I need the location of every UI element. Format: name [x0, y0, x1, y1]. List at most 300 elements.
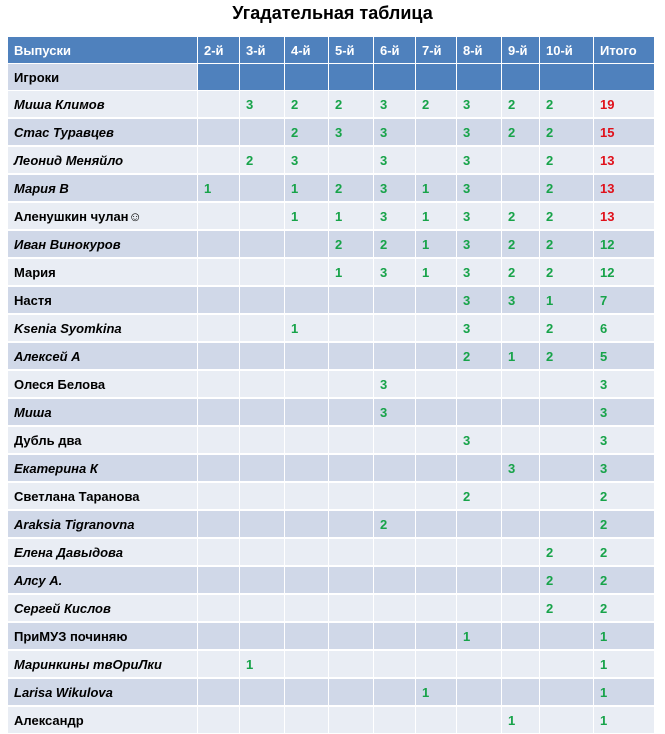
score-cell [374, 315, 416, 342]
score-cell [540, 651, 594, 678]
score-cell [240, 315, 285, 342]
header-episode-5: 5-й [329, 37, 374, 64]
score-cell [374, 567, 416, 594]
score-cell: 2 [285, 119, 329, 146]
player-name: Larisa Wikulova [8, 679, 198, 706]
score-cell [540, 707, 594, 734]
score-cell [240, 623, 285, 650]
table-row [8, 707, 665, 734]
score-cell: 1 [285, 315, 329, 342]
total-cell: 2 [594, 595, 655, 622]
score-cell [198, 567, 240, 594]
score-cell: 3 [457, 203, 502, 230]
header-episode-7: 7-й [416, 37, 457, 64]
score-cell: 3 [374, 399, 416, 426]
header-blank-cell [540, 64, 594, 91]
score-cell [198, 147, 240, 174]
score-cell [198, 315, 240, 342]
table-row [8, 175, 665, 202]
table-row [8, 259, 665, 286]
score-cell [285, 623, 329, 650]
score-cell: 3 [329, 119, 374, 146]
total-cell: 2 [594, 567, 655, 594]
player-name: Александр [8, 707, 198, 734]
score-cell: 2 [540, 119, 594, 146]
table-row [8, 315, 665, 342]
score-cell: 1 [198, 175, 240, 202]
score-cell [240, 679, 285, 706]
score-cell: 3 [502, 455, 540, 482]
total-cell: 2 [594, 539, 655, 566]
score-cell: 2 [502, 91, 540, 118]
score-cell: 2 [540, 259, 594, 286]
score-cell: 1 [416, 679, 457, 706]
score-cell: 2 [416, 91, 457, 118]
player-name: Екатерина К [8, 455, 198, 482]
score-cell: 2 [540, 147, 594, 174]
score-cell [329, 651, 374, 678]
score-cell [240, 203, 285, 230]
header-episode-6: 6-й [374, 37, 416, 64]
score-cell [240, 707, 285, 734]
score-cell [198, 119, 240, 146]
score-cell: 3 [457, 259, 502, 286]
player-name: Маринкины твОриЛки [8, 651, 198, 678]
total-cell: 3 [594, 427, 655, 454]
header-blank-cell [285, 64, 329, 91]
table-row [8, 567, 665, 594]
table-row [8, 623, 665, 650]
header-blank-cell [240, 64, 285, 91]
player-name: Стас Туравцев [8, 119, 198, 146]
score-cell: 1 [502, 343, 540, 370]
header-episode-4: 4-й [285, 37, 329, 64]
total-cell: 13 [594, 175, 655, 202]
score-cell: 2 [540, 175, 594, 202]
header-blank-cell [594, 64, 655, 91]
score-cell: 3 [374, 259, 416, 286]
player-name: Araksia Tigranovna [8, 511, 198, 538]
table-row [8, 539, 665, 566]
score-cell: 3 [457, 175, 502, 202]
player-name: Миша Климов [8, 91, 198, 118]
score-cell: 3 [457, 287, 502, 314]
score-cell [198, 539, 240, 566]
score-cell: 3 [374, 91, 416, 118]
score-cell [198, 371, 240, 398]
table-row [8, 427, 665, 454]
score-cell [457, 399, 502, 426]
score-cell [198, 623, 240, 650]
total-cell: 13 [594, 147, 655, 174]
score-cell: 2 [540, 315, 594, 342]
total-cell: 1 [594, 679, 655, 706]
score-cell [198, 91, 240, 118]
score-cell [285, 259, 329, 286]
score-cell [457, 455, 502, 482]
header-blank-cell [198, 64, 240, 91]
score-cell [329, 427, 374, 454]
score-cell: 2 [540, 539, 594, 566]
total-cell: 3 [594, 399, 655, 426]
header-total: Итого [594, 37, 655, 64]
score-cell: 2 [502, 259, 540, 286]
score-cell [240, 455, 285, 482]
score-cell [198, 231, 240, 258]
header-episode-10: 10-й [540, 37, 594, 64]
score-cell [502, 651, 540, 678]
score-cell [198, 427, 240, 454]
table-row [8, 147, 665, 174]
score-cell: 1 [416, 175, 457, 202]
score-cell [285, 455, 329, 482]
score-cell [540, 679, 594, 706]
score-cell [329, 679, 374, 706]
score-cell: 2 [540, 343, 594, 370]
score-cell [285, 371, 329, 398]
score-cell [374, 539, 416, 566]
player-name: Дубль два [8, 427, 198, 454]
score-cell: 2 [329, 231, 374, 258]
score-cell: 1 [285, 175, 329, 202]
score-cell [329, 455, 374, 482]
score-cell [240, 175, 285, 202]
player-name: Миша [8, 399, 198, 426]
score-cell [329, 623, 374, 650]
total-cell: 6 [594, 315, 655, 342]
score-cell [416, 455, 457, 482]
table-row [8, 679, 665, 706]
score-cell [285, 343, 329, 370]
score-cell: 3 [457, 231, 502, 258]
score-cell: 2 [374, 231, 416, 258]
score-cell: 1 [457, 623, 502, 650]
total-cell: 19 [594, 91, 655, 118]
score-cell [502, 679, 540, 706]
score-cell: 3 [502, 287, 540, 314]
table-row [8, 203, 665, 230]
score-cell: 3 [457, 91, 502, 118]
player-name: Иван Винокуров [8, 231, 198, 258]
score-cell: 1 [540, 287, 594, 314]
score-cell: 1 [329, 203, 374, 230]
score-cell [502, 567, 540, 594]
score-cell [198, 343, 240, 370]
score-cell: 2 [502, 231, 540, 258]
score-cell [285, 399, 329, 426]
total-cell: 3 [594, 371, 655, 398]
score-cell: 3 [457, 427, 502, 454]
table-row [8, 231, 665, 258]
total-cell: 7 [594, 287, 655, 314]
score-cell: 1 [329, 259, 374, 286]
score-cell [240, 483, 285, 510]
table-title: Угадательная таблица [232, 3, 433, 23]
score-cell [374, 455, 416, 482]
score-cell [240, 119, 285, 146]
score-cell [457, 371, 502, 398]
table-header-row [8, 37, 665, 64]
table-row [8, 483, 665, 510]
score-cell [198, 595, 240, 622]
score-cell [540, 455, 594, 482]
score-cell [457, 651, 502, 678]
table-row [8, 119, 665, 146]
score-cell [329, 315, 374, 342]
total-cell: 1 [594, 707, 655, 734]
score-cell [329, 343, 374, 370]
score-cell: 3 [374, 147, 416, 174]
score-cell [416, 119, 457, 146]
total-cell: 2 [594, 483, 655, 510]
total-cell: 1 [594, 623, 655, 650]
header-episode-8: 8-й [457, 37, 502, 64]
score-cell: 2 [540, 595, 594, 622]
score-cell: 1 [416, 203, 457, 230]
player-name: Аленушкин чулан☺ [8, 203, 198, 230]
score-cell [285, 511, 329, 538]
score-cell [285, 567, 329, 594]
player-name: Сергей Кислов [8, 595, 198, 622]
score-cell [240, 259, 285, 286]
header-blank-cell [329, 64, 374, 91]
score-cell [285, 707, 329, 734]
score-cell [285, 539, 329, 566]
score-cell [540, 511, 594, 538]
header-blank-cell [457, 64, 502, 91]
table-row [8, 511, 665, 538]
score-cell [416, 483, 457, 510]
score-cell: 1 [502, 707, 540, 734]
score-cell [502, 399, 540, 426]
score-cell [240, 511, 285, 538]
score-cell [540, 399, 594, 426]
score-cell [502, 511, 540, 538]
score-cell [240, 427, 285, 454]
table-row [8, 343, 665, 370]
score-cell: 3 [457, 315, 502, 342]
table-row [8, 91, 665, 118]
player-name: Елена Давыдова [8, 539, 198, 566]
score-cell [374, 651, 416, 678]
score-cell [502, 595, 540, 622]
score-cell [285, 427, 329, 454]
score-cell [240, 371, 285, 398]
score-cell [502, 539, 540, 566]
score-cell [502, 175, 540, 202]
score-cell [329, 287, 374, 314]
player-name: Настя [8, 287, 198, 314]
score-cell [198, 399, 240, 426]
score-cell [374, 595, 416, 622]
score-cell [240, 539, 285, 566]
score-cell [329, 595, 374, 622]
score-cell [374, 343, 416, 370]
score-cell [416, 371, 457, 398]
score-cell: 1 [416, 259, 457, 286]
player-name: Светлана Таранова [8, 483, 198, 510]
score-cell [416, 623, 457, 650]
player-name: Олеся Белова [8, 371, 198, 398]
score-cell [198, 203, 240, 230]
header-players-label: Игроки [8, 64, 198, 91]
score-cell [416, 315, 457, 342]
score-cell [240, 231, 285, 258]
score-cell [198, 259, 240, 286]
score-cell [198, 483, 240, 510]
score-cell [240, 399, 285, 426]
score-cell [416, 595, 457, 622]
score-cell [502, 371, 540, 398]
score-cell [540, 483, 594, 510]
score-cell [457, 679, 502, 706]
total-cell: 15 [594, 119, 655, 146]
score-cell [285, 595, 329, 622]
score-cell: 2 [540, 231, 594, 258]
score-cell [198, 455, 240, 482]
score-cell: 3 [457, 147, 502, 174]
score-cell [416, 567, 457, 594]
player-name: ПриМУЗ починяю [8, 623, 198, 650]
total-cell: 13 [594, 203, 655, 230]
score-cell [540, 371, 594, 398]
score-cell [285, 231, 329, 258]
score-cell [285, 679, 329, 706]
score-cell [502, 483, 540, 510]
table-row [8, 651, 665, 678]
header-blank-cell [416, 64, 457, 91]
score-cell [540, 623, 594, 650]
score-cell: 2 [457, 343, 502, 370]
score-cell: 3 [285, 147, 329, 174]
player-name: Леонид Меняйло [8, 147, 198, 174]
score-cell [240, 595, 285, 622]
score-cell [416, 147, 457, 174]
score-cell [374, 483, 416, 510]
header-blank-cell [374, 64, 416, 91]
score-cell [374, 679, 416, 706]
score-cell [502, 315, 540, 342]
score-cell [540, 427, 594, 454]
player-name: Ksenia Syomkina [8, 315, 198, 342]
header-episodes-label: Выпуски [8, 37, 198, 64]
score-cell [457, 707, 502, 734]
score-cell [416, 651, 457, 678]
player-name: Мария В [8, 175, 198, 202]
score-cell: 3 [374, 203, 416, 230]
score-cell [329, 567, 374, 594]
table-subheader-row [8, 64, 665, 91]
score-cell [329, 147, 374, 174]
score-cell: 3 [457, 119, 502, 146]
score-cell: 1 [416, 231, 457, 258]
score-cell [416, 427, 457, 454]
total-cell: 12 [594, 231, 655, 258]
score-cell [502, 427, 540, 454]
score-cell [329, 371, 374, 398]
score-cell: 1 [240, 651, 285, 678]
score-cell [416, 343, 457, 370]
score-cell: 2 [540, 203, 594, 230]
score-cell [416, 707, 457, 734]
score-cell: 3 [240, 91, 285, 118]
score-cell [285, 483, 329, 510]
score-cell [198, 651, 240, 678]
score-cell: 2 [540, 91, 594, 118]
table-row [8, 399, 665, 426]
total-cell: 1 [594, 651, 655, 678]
score-cell [198, 707, 240, 734]
score-cell [329, 483, 374, 510]
score-cell [329, 511, 374, 538]
score-cell [198, 679, 240, 706]
header-episode-9: 9-й [502, 37, 540, 64]
score-cell [240, 287, 285, 314]
score-cell [240, 567, 285, 594]
header-episode-3: 3-й [240, 37, 285, 64]
score-cell [457, 595, 502, 622]
score-cell: 2 [540, 567, 594, 594]
score-cell [285, 651, 329, 678]
score-cell [329, 399, 374, 426]
score-cell [374, 427, 416, 454]
score-cell: 2 [457, 483, 502, 510]
score-cell: 2 [502, 119, 540, 146]
score-cell: 2 [240, 147, 285, 174]
score-cell: 3 [374, 371, 416, 398]
player-name: Мария [8, 259, 198, 286]
score-cell [416, 539, 457, 566]
score-cell [416, 287, 457, 314]
header-blank-cell [502, 64, 540, 91]
score-cell: 2 [502, 203, 540, 230]
total-cell: 3 [594, 455, 655, 482]
header-episode-2: 2-й [198, 37, 240, 64]
score-cell [198, 287, 240, 314]
score-cell [374, 623, 416, 650]
score-cell [329, 539, 374, 566]
score-cell [416, 399, 457, 426]
score-cell: 2 [329, 175, 374, 202]
score-cell: 3 [374, 119, 416, 146]
table-row [8, 287, 665, 314]
score-cell [374, 707, 416, 734]
score-cell [457, 567, 502, 594]
score-cell: 1 [285, 203, 329, 230]
score-cell [457, 539, 502, 566]
score-cell [416, 511, 457, 538]
score-cell: 2 [285, 91, 329, 118]
table-row [8, 595, 665, 622]
score-cell: 3 [374, 175, 416, 202]
score-cell [329, 707, 374, 734]
player-name: Алсу А. [8, 567, 198, 594]
total-cell: 2 [594, 511, 655, 538]
score-cell: 2 [374, 511, 416, 538]
score-cell [502, 147, 540, 174]
score-cell [374, 287, 416, 314]
score-cell [457, 511, 502, 538]
score-cell: 2 [329, 91, 374, 118]
table-row [8, 455, 665, 482]
total-cell: 5 [594, 343, 655, 370]
score-cell [198, 511, 240, 538]
table-row [8, 371, 665, 398]
score-cell [502, 623, 540, 650]
score-cell [240, 343, 285, 370]
score-cell [285, 287, 329, 314]
total-cell: 12 [594, 259, 655, 286]
